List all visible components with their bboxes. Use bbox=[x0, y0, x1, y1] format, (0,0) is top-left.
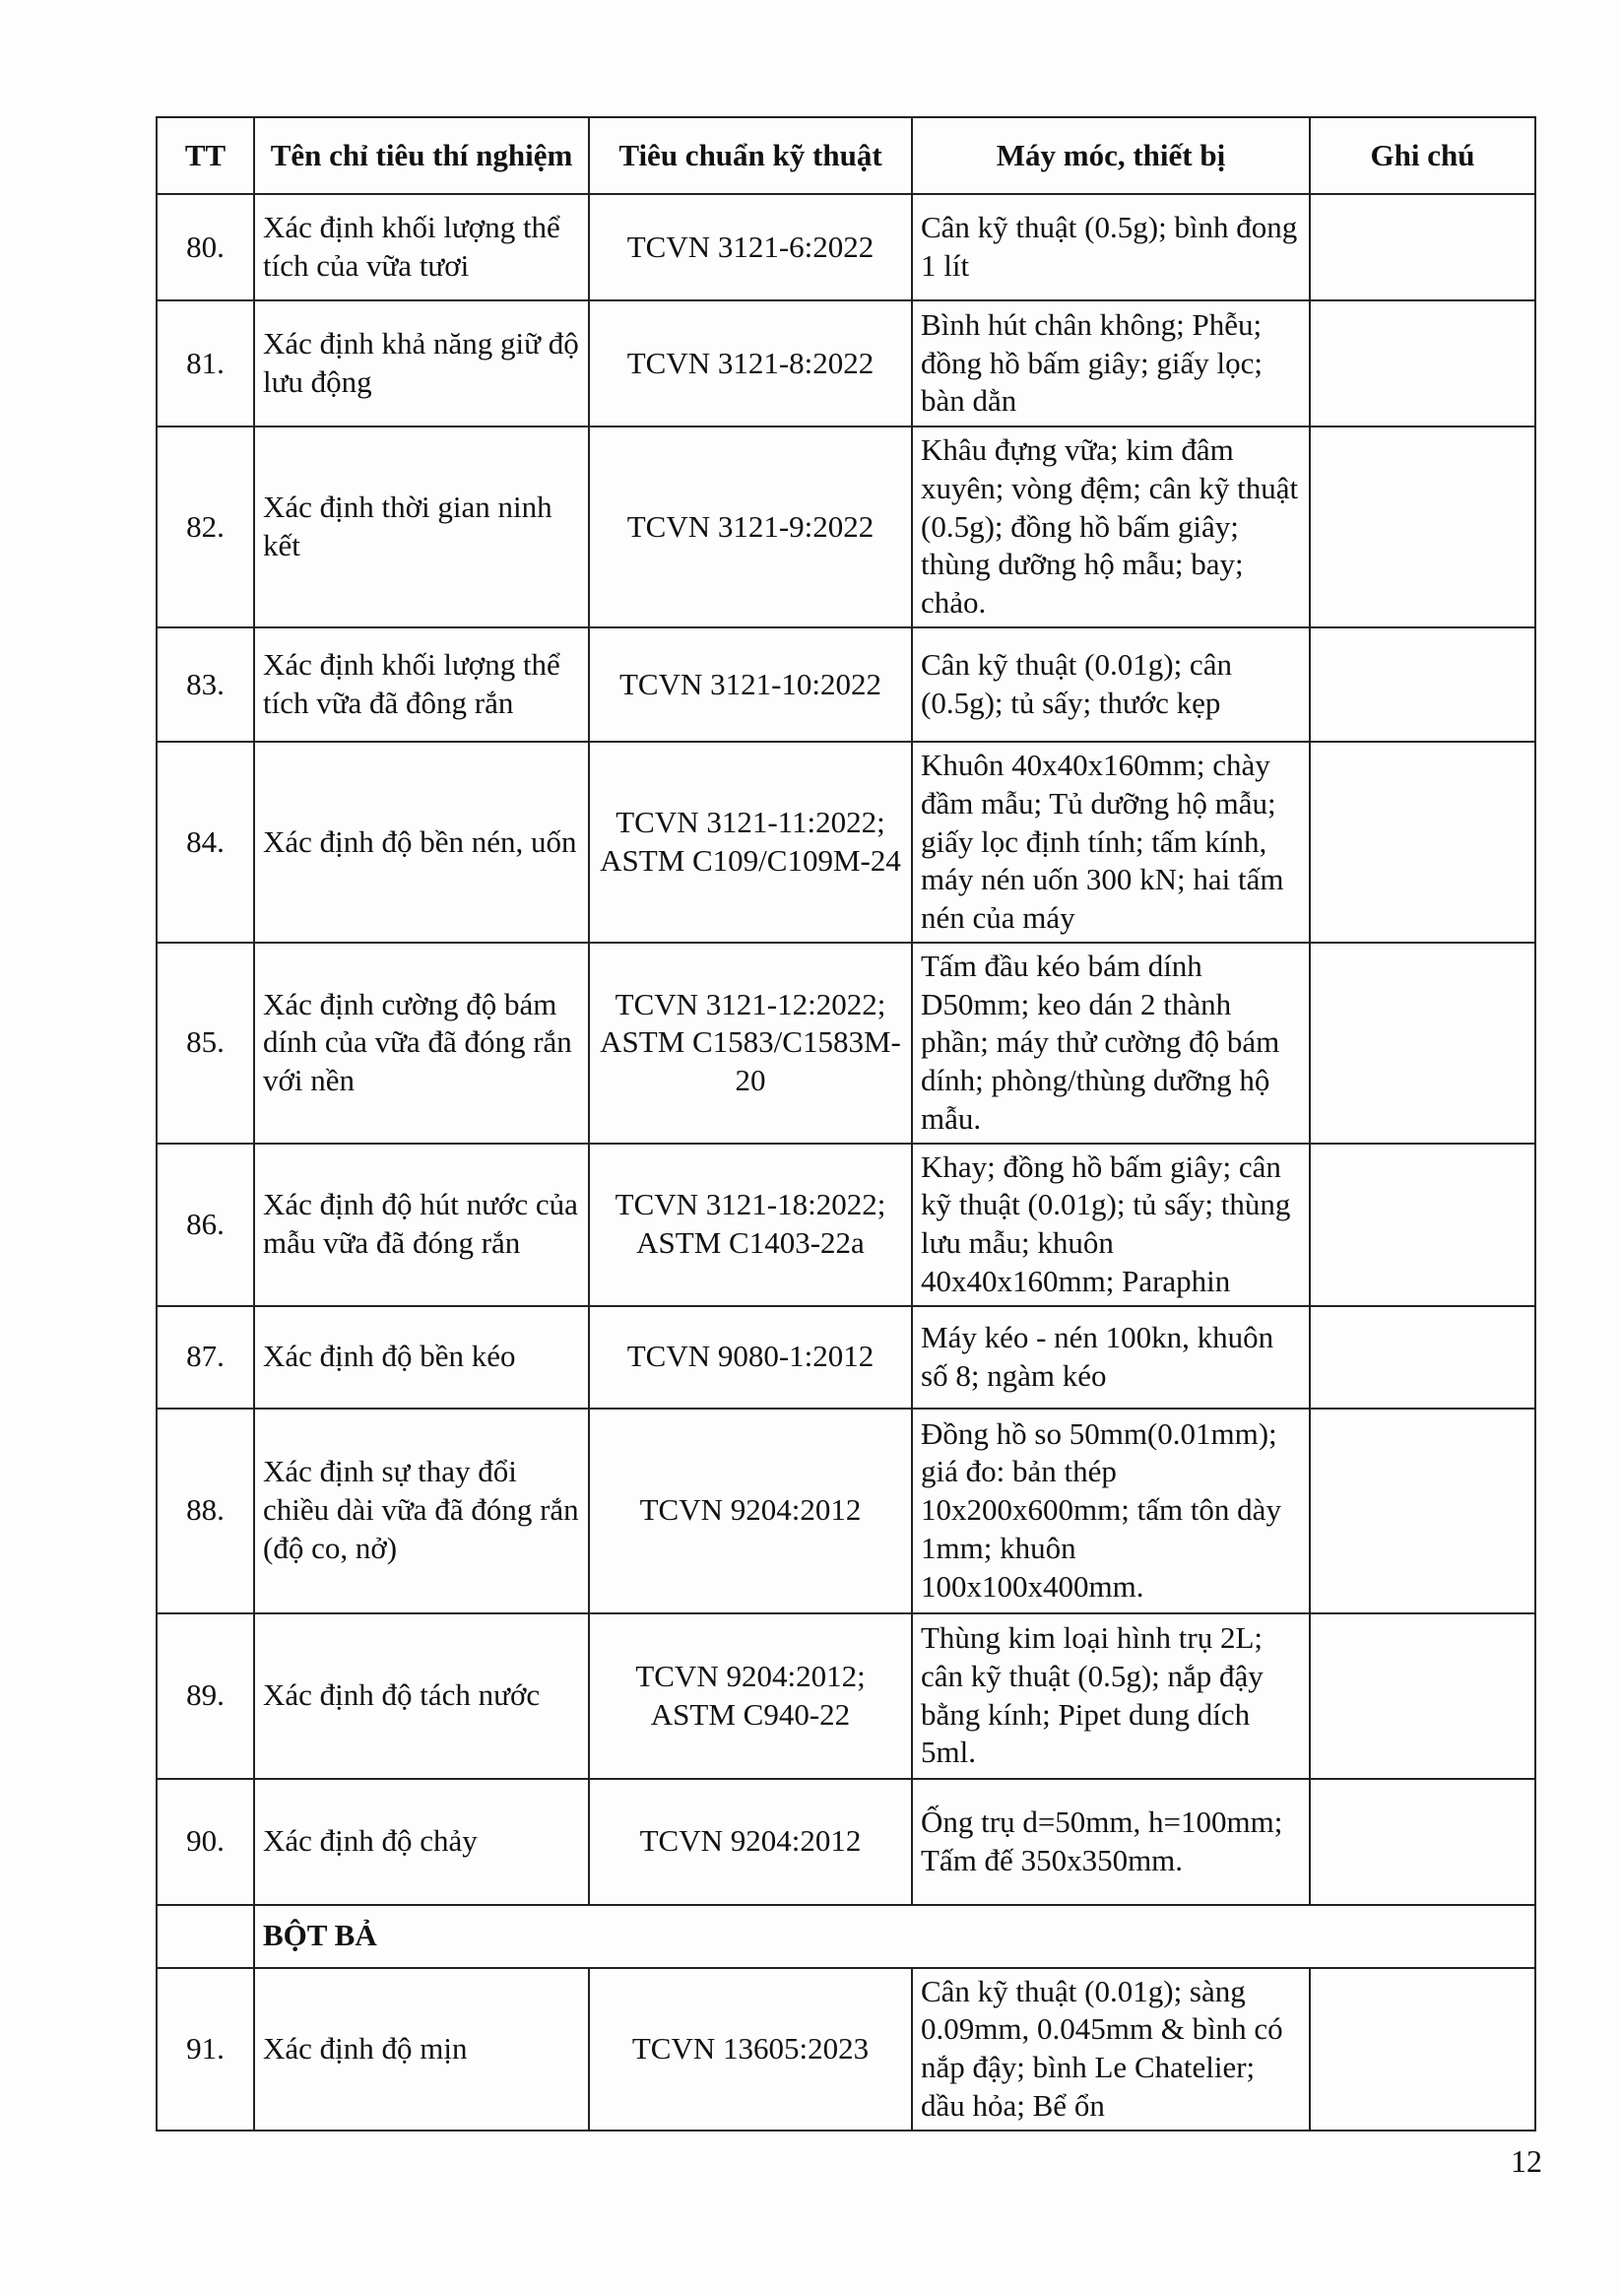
test-criteria-table bbox=[156, 116, 1536, 2132]
row-name: Xác định độ hút nước của mẫu vữa đã đóng rắn bbox=[254, 1144, 589, 1306]
table-row bbox=[157, 1968, 1535, 2131]
table-row bbox=[157, 943, 1535, 1144]
table-row bbox=[157, 1779, 1535, 1905]
row-equipment: Khay; đồng hồ bấm giây; cân kỹ thuật (0.01g); tủ sấy; thùng lưu mẫu; khuôn 40x40x160mm; Paraphin bbox=[912, 1144, 1310, 1306]
row-tt: 87. bbox=[157, 1306, 254, 1409]
header-standard: Tiêu chuẩn kỹ thuật bbox=[589, 117, 912, 194]
row-equipment: Khuôn 40x40x160mm; chày đầm mẫu; Tủ dưỡng hộ mẫu; giấy lọc định tính; tấm kính, máy nén uốn 300 kN; hai tấm nén của máy bbox=[912, 742, 1310, 943]
row-equipment: Máy kéo - nén 100kn, khuôn số 8; ngàm kéo bbox=[912, 1306, 1310, 1409]
row-note bbox=[1310, 1779, 1535, 1905]
row-equipment: Ống trụ d=50mm, h=100mm; Tấm đế 350x350mm. bbox=[912, 1779, 1310, 1905]
row-equipment: Tấm đầu kéo bám dính D50mm; keo dán 2 thành phần; máy thử cường độ bám dính; phòng/thùng dưỡng hộ mẫu. bbox=[912, 943, 1310, 1144]
row-note bbox=[1310, 742, 1535, 943]
page-number: 12 bbox=[1511, 2143, 1542, 2179]
row-equipment: Cân kỹ thuật (0.01g); cân (0.5g); tủ sấy; thước kẹp bbox=[912, 627, 1310, 742]
row-note bbox=[1310, 943, 1535, 1144]
row-equipment: Cân kỹ thuật (0.01g); sàng 0.09mm, 0.045mm & bình có nắp đậy; bình Le Chatelier; dầu hỏa; Bể ổn bbox=[912, 1968, 1310, 2131]
row-tt: 80. bbox=[157, 194, 254, 300]
header-name: Tên chỉ tiêu thí nghiệm bbox=[254, 117, 589, 194]
row-name: Xác định độ tách nước bbox=[254, 1613, 589, 1779]
row-tt: 84. bbox=[157, 742, 254, 943]
table-row bbox=[157, 1613, 1535, 1779]
row-standard: TCVN 3121-8:2022 bbox=[589, 300, 912, 426]
row-tt: 88. bbox=[157, 1409, 254, 1613]
row-standard: TCVN 3121-6:2022 bbox=[589, 194, 912, 300]
header-tt: TT bbox=[157, 117, 254, 194]
row-standard: TCVN 9204:2012 bbox=[589, 1779, 912, 1905]
header-equipment: Máy móc, thiết bị bbox=[912, 117, 1310, 194]
row-standard: TCVN 3121-10:2022 bbox=[589, 627, 912, 742]
row-note bbox=[1310, 1306, 1535, 1409]
row-note bbox=[1310, 1613, 1535, 1779]
row-standard: TCVN 3121-11:2022; ASTM C109/C109M-24 bbox=[589, 742, 912, 943]
row-note bbox=[1310, 426, 1535, 627]
table-header-row bbox=[157, 117, 1535, 194]
row-name: Xác định cường độ bám dính của vữa đã đóng rắn với nền bbox=[254, 943, 589, 1144]
row-note bbox=[1310, 300, 1535, 426]
table-row bbox=[157, 426, 1535, 627]
row-name: Xác định độ mịn bbox=[254, 1968, 589, 2131]
row-tt: 85. bbox=[157, 943, 254, 1144]
table-row bbox=[157, 627, 1535, 742]
row-name: Xác định sự thay đổi chiều dài vữa đã đóng rắn (độ co, nở) bbox=[254, 1409, 589, 1613]
row-name: Xác định khối lượng thể tích vữa đã đông rắn bbox=[254, 627, 589, 742]
row-standard: TCVN 3121-9:2022 bbox=[589, 426, 912, 627]
row-name: Xác định khối lượng thể tích của vữa tươi bbox=[254, 194, 589, 300]
row-tt: 82. bbox=[157, 426, 254, 627]
row-note bbox=[1310, 194, 1535, 300]
row-standard: TCVN 9204:2012; ASTM C940-22 bbox=[589, 1613, 912, 1779]
row-tt: 90. bbox=[157, 1779, 254, 1905]
row-standard: TCVN 3121-18:2022; ASTM C1403-22a bbox=[589, 1144, 912, 1306]
header-note: Ghi chú bbox=[1310, 117, 1535, 194]
row-note bbox=[1310, 1968, 1535, 2131]
row-note bbox=[1310, 627, 1535, 742]
row-name: Xác định độ bền nén, uốn bbox=[254, 742, 589, 943]
row-tt: 91. bbox=[157, 1968, 254, 2131]
section-title: BỘT BẢ bbox=[254, 1905, 1535, 1968]
table-row bbox=[157, 300, 1535, 426]
row-standard: TCVN 13605:2023 bbox=[589, 1968, 912, 2131]
row-standard: TCVN 9080-1:2012 bbox=[589, 1306, 912, 1409]
table-row bbox=[157, 1306, 1535, 1409]
row-note bbox=[1310, 1144, 1535, 1306]
row-note bbox=[1310, 1409, 1535, 1613]
section-tt-empty bbox=[157, 1905, 254, 1968]
row-tt: 86. bbox=[157, 1144, 254, 1306]
row-equipment: Bình hút chân không; Phễu; đồng hồ bấm giây; giấy lọc; bàn dằn bbox=[912, 300, 1310, 426]
table-row bbox=[157, 742, 1535, 943]
row-standard: TCVN 3121-12:2022; ASTM C1583/C1583M-20 bbox=[589, 943, 912, 1144]
row-name: Xác định độ chảy bbox=[254, 1779, 589, 1905]
row-standard: TCVN 9204:2012 bbox=[589, 1409, 912, 1613]
row-tt: 89. bbox=[157, 1613, 254, 1779]
section-row bbox=[157, 1905, 1535, 1968]
row-name: Xác định thời gian ninh kết bbox=[254, 426, 589, 627]
table-row bbox=[157, 1409, 1535, 1613]
row-equipment: Cân kỹ thuật (0.5g); bình đong 1 lít bbox=[912, 194, 1310, 300]
row-tt: 83. bbox=[157, 627, 254, 742]
row-tt: 81. bbox=[157, 300, 254, 426]
table-row bbox=[157, 1144, 1535, 1306]
table-row bbox=[157, 194, 1535, 300]
row-name: Xác định khả năng giữ độ lưu động bbox=[254, 300, 589, 426]
row-equipment: Đồng hồ so 50mm(0.01mm); giá đo: bản thép 10x200x600mm; tấm tôn dày 1mm; khuôn 100x100x400mm. bbox=[912, 1409, 1310, 1613]
row-name: Xác định độ bền kéo bbox=[254, 1306, 589, 1409]
row-equipment: Thùng kim loại hình trụ 2L; cân kỹ thuật (0.5g); nắp đậy bằng kính; Pipet dung dích 5ml. bbox=[912, 1613, 1310, 1779]
row-equipment: Khâu đựng vữa; kim đâm xuyên; vòng đệm; cân kỹ thuật (0.5g); đồng hồ bấm giây; thùng dưỡng hộ mẫu; bay; chảo. bbox=[912, 426, 1310, 627]
